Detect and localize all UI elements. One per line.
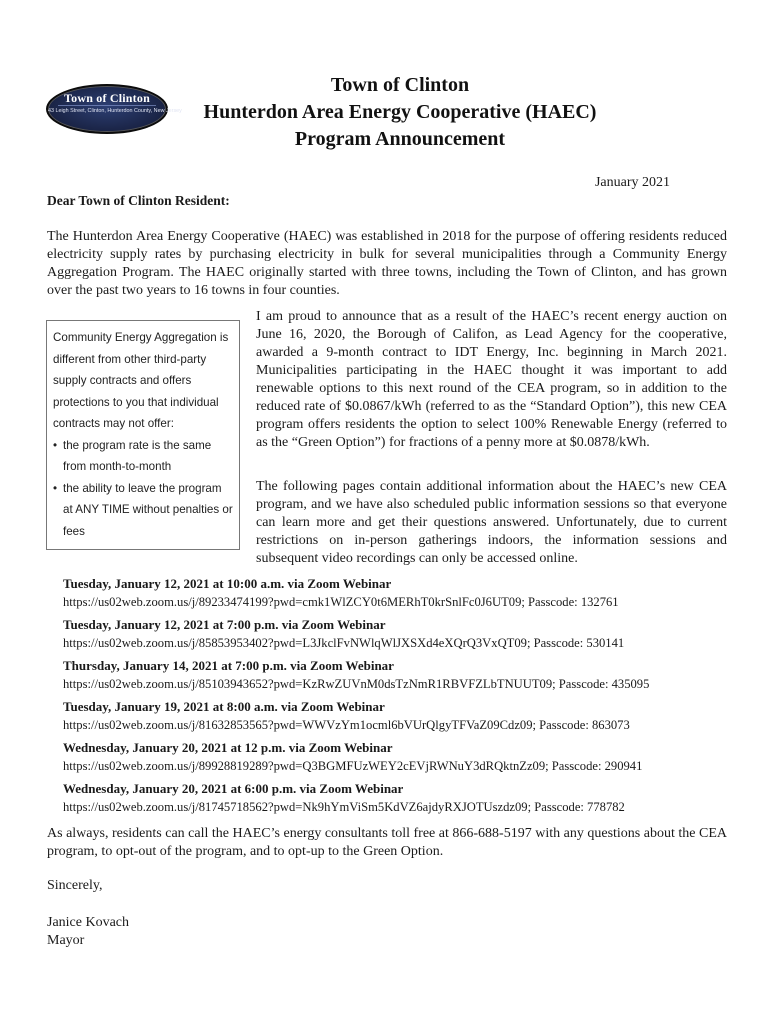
webinar-session	[63, 698, 743, 739]
session-link[interactable]: https://us02web.zoom.us/j/85853953402?pwd=L3JkclFvNWlqWlJXSXd4eXQrQ3VxQT09; Passcode: 530141	[63, 636, 625, 650]
signature-block	[47, 914, 129, 950]
salutation: Dear Town of Clinton Resident:	[47, 193, 230, 208]
session-link[interactable]: https://us02web.zoom.us/j/81745718562?pwd=Nk9hYmViSm5KdVZ6ajdyRXJOTUszdz09; Passcode: 778782	[63, 800, 625, 814]
webinar-sessions-list	[63, 575, 743, 821]
webinar-session	[63, 616, 743, 657]
cea-info-box	[46, 320, 240, 550]
signer-title: Mayor	[47, 933, 85, 948]
closing: Sincerely,	[47, 878, 103, 893]
session-title: Wednesday, January 20, 2021 at 12 p.m. via Zoom Webinar	[63, 740, 393, 755]
webinar-session	[63, 575, 743, 616]
session-title: Tuesday, January 12, 2021 at 7:00 p.m. via Zoom Webinar	[63, 617, 386, 632]
cea-benefits-list	[53, 435, 233, 543]
cea-benefit-item: • the program rate is the same from month-to-month	[53, 435, 233, 478]
session-title: Thursday, January 14, 2021 at 7:00 p.m. via Zoom Webinar	[63, 658, 394, 673]
intro-paragraph: The Hunterdon Area Energy Cooperative (HAEC) was established in 2018 for the purpose of offering residents reduced electricity supply rates by purchasing electricity in bulk for several municipalities through a Community Energy Aggregation Program. The HAEC originally started with three towns, including the Town of Clinton, and has grown over the past two years to 16 towns in four counties.	[47, 229, 727, 298]
signer-name: Janice Kovach	[47, 915, 130, 930]
session-link[interactable]: https://us02web.zoom.us/j/89928819289?pwd=Q3BGMFUzWEY2cEVjRWNuY3dRQktnZz09; Passcode: 290941	[63, 759, 643, 773]
session-title: Tuesday, January 12, 2021 at 10:00 a.m. via Zoom Webinar	[63, 576, 392, 591]
document-title	[150, 72, 650, 153]
session-link[interactable]: https://us02web.zoom.us/j/85103943652?pwd=KzRwZUVnM0dsTzNmR1RBVFZLbTNUUT09; Passcode: 435095	[63, 677, 650, 691]
session-title: Tuesday, January 19, 2021 at 8:00 a.m. via Zoom Webinar	[63, 699, 385, 714]
contact-paragraph: As always, residents can call the HAEC’s energy consultants toll free at 866-688-5197 with any questions about the CEA program, to opt-out of the program, and to opt-up to the Green Option.	[47, 826, 727, 859]
cea-benefit-item: • the ability to leave the program at ANY TIME without penalties or fees	[53, 478, 233, 543]
logo-subtitle: 43 Leigh Street, Clinton, Hunterdon County, New Jersey	[48, 108, 182, 114]
sessions-intro-paragraph: The following pages contain additional information about the HAEC’s new CEA program, and we have also scheduled public information sessions so that everyone can learn more and get their questions answered. Unfortunately, due to current restrictions on in-person gatherings indoors, the information sessions and subsequent video recordings can only be accessed online.	[256, 479, 727, 566]
title-line-town: Town of Clinton	[330, 74, 470, 96]
title-line-announcement: Program Announcement	[294, 128, 506, 150]
session-title: Wednesday, January 20, 2021 at 6:00 p.m. via Zoom Webinar	[63, 781, 404, 796]
title-line-cooperative: Hunterdon Area Energy Cooperative (HAEC)	[203, 101, 597, 123]
auction-paragraph: I am proud to announce that as a result of the HAEC’s recent energy auction on June 16, 2020, the Borough of Califon, as Lead Agency for the cooperative, awarded a 9-month contract to IDT Energy, Inc. beginning in March 2021. Municipalities participating in the HAEC thought it was important to add renewable options to this next round of the CEA program, so in addition to the reduced rate of $0.0867/kWh (referred to as the “Standard Option”), this new CEA program offers residents the option to select 100% Renewable Energy (referred to as the “Green Option”) for fractions of a penny more at $0.0878/kWh.	[256, 309, 727, 450]
letter-date: January 2021	[594, 175, 670, 190]
logo-title: Town of Clinton	[64, 91, 150, 105]
session-link[interactable]: https://us02web.zoom.us/j/89233474199?pwd=cmk1WlZCY0t6MERhT0krSnlFc0J6UT09; Passcode: 132761	[63, 595, 619, 609]
logo-divider	[58, 105, 156, 106]
session-link[interactable]: https://us02web.zoom.us/j/81632853565?pwd=WWVzYm1ocml6bVUrQlgyTFVaZ09Cdz09; Passcode: 863073	[63, 718, 630, 732]
webinar-session	[63, 780, 743, 821]
webinar-session	[63, 657, 743, 698]
cea-info-intro: Community Energy Aggregation is different from other third-party supply contracts and offers protections to you that individual contracts may not offer:	[53, 331, 229, 430]
webinar-session	[63, 739, 743, 780]
